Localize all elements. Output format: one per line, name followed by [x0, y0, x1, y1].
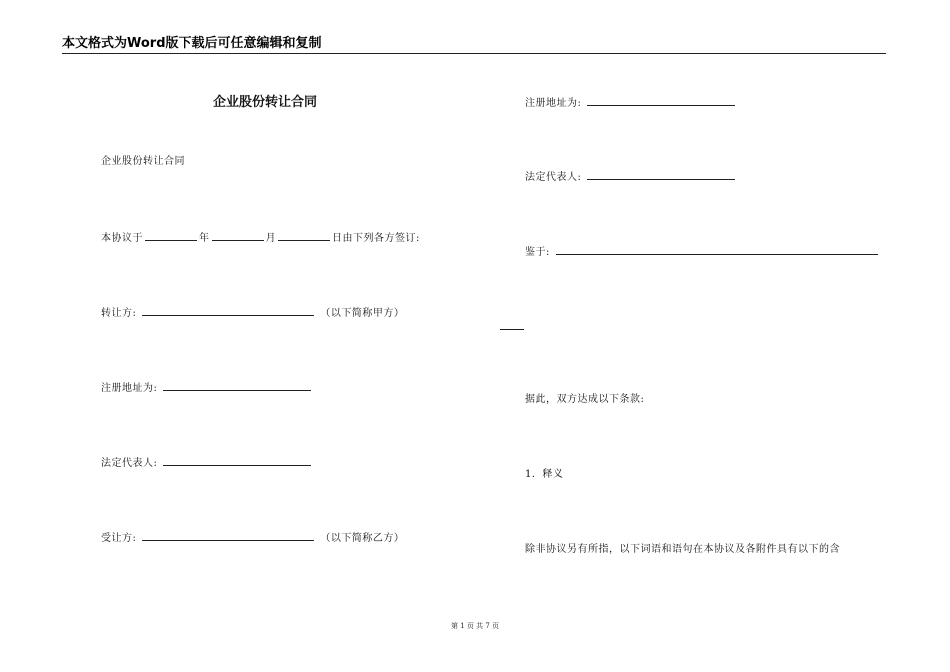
legal-rep-2-label: 法定代表人: [525, 172, 582, 183]
month-label: 月 [265, 233, 276, 244]
transferor-blank[interactable] [142, 304, 314, 316]
transferee-note: （以下简称乙方） [320, 533, 405, 544]
month-blank[interactable] [212, 229, 264, 241]
section-1-text: 1．释义 [525, 469, 564, 480]
definitions-line [525, 543, 840, 557]
whereas-line [525, 243, 880, 260]
agreement-suffix: 日由下列各方签订: [332, 233, 420, 244]
transferee-blank[interactable] [142, 529, 314, 541]
agreement-prefix: 本协议于 [101, 233, 143, 244]
intro-text: 企业股份转让合同 [101, 156, 185, 167]
transferee-label: 受让方: [101, 533, 137, 544]
reg-address-1-line [101, 379, 313, 396]
reg-address-1-label: 注册地址为: [101, 383, 158, 394]
whereas-label: 鉴于: [525, 247, 550, 258]
legal-rep-1-line [101, 454, 313, 471]
transferor-line [101, 304, 404, 321]
reg-address-2-line [525, 94, 737, 111]
legal-rep-2-blank[interactable] [587, 168, 735, 180]
legal-rep-1-label: 法定代表人: [101, 458, 158, 469]
intro-line [101, 155, 185, 169]
reg-address-1-blank[interactable] [163, 379, 311, 391]
reg-address-2-blank[interactable] [587, 94, 735, 106]
transferee-line [101, 529, 404, 546]
document-header: 本文格式为Word版下载后可任意编辑和复制 [62, 34, 886, 54]
short-divider [500, 329, 524, 330]
document-title: 企业股份转让合同 [212, 95, 317, 110]
agreement-date-line [101, 229, 420, 246]
agreed-text: 据此，双方达成以下条款: [525, 394, 645, 405]
page-number: 第 1 页 共 7 页 [450, 622, 500, 630]
day-blank[interactable] [278, 229, 330, 241]
transferor-note: （以下简称甲方） [320, 308, 405, 319]
year-label: 年 [199, 233, 210, 244]
legal-rep-2-line [525, 168, 737, 185]
reg-address-2-label: 注册地址为: [525, 98, 582, 109]
agreed-line [525, 393, 644, 407]
year-blank[interactable] [145, 229, 197, 241]
whereas-blank[interactable] [556, 243, 878, 255]
transferor-label: 转让方: [101, 308, 137, 319]
definitions-text: 除非协议另有所指，以下词语和语句在本协议及各附件具有以下的含 [525, 544, 840, 555]
legal-rep-1-blank[interactable] [163, 454, 311, 466]
section-1-heading [525, 468, 563, 482]
